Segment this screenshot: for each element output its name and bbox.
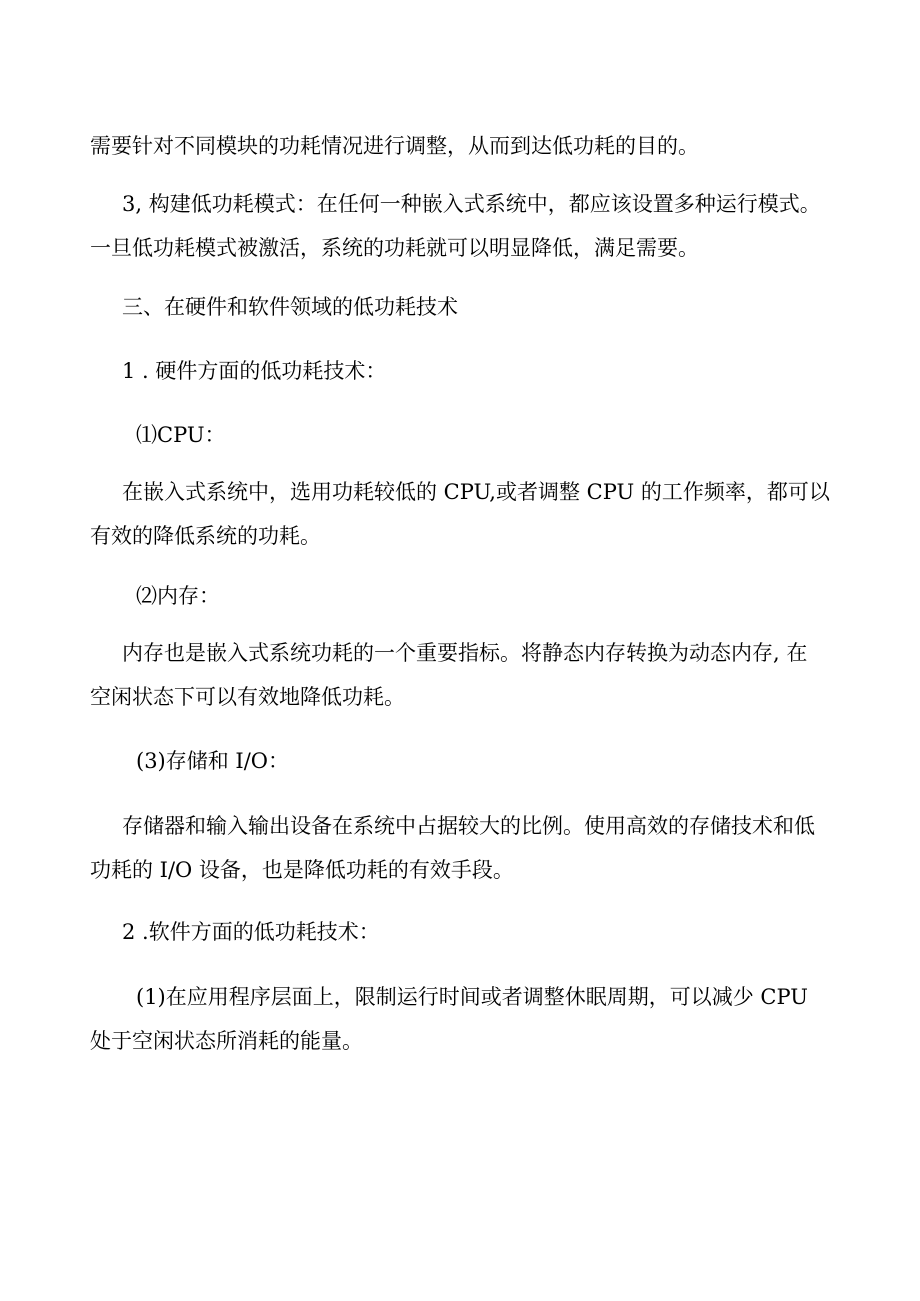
cpu-paragraph-line-2: 有效的降低系统的功耗。 [90,524,321,548]
memory-paragraph-line-2: 空闲状态下可以有效地降低功耗。 [90,685,405,709]
subsection-heading-software: 2 .软件方面的低功耗技术： [122,920,380,944]
item-heading-memory: ⑵内存： [136,584,220,608]
storage-paragraph-line-1: 存储器和输入输出设备在系统中占据较大的比例。使用高效的存储技术和低 [122,814,815,838]
memory-paragraph-line-1: 内存也是嵌入式系统功耗的一个重要指标。将静态内存转换为动态内存, 在 [122,641,808,665]
software-paragraph-line-2: 处于空闲状态所消耗的能量。 [90,1029,363,1053]
paragraph-2-line-1: 3, 构建低功耗模式：在任何一种嵌入式系统中，都应该设置多种运行模式。 [122,192,821,216]
cpu-paragraph-line-1: 在嵌入式系统中，选用功耗较低的 CPU,或者调整 CPU 的工作频率，都可以 [122,480,830,504]
storage-paragraph-line-2: 功耗的 I/O 设备，也是降低功耗的有效手段。 [90,858,514,882]
section-heading: 三、在硬件和软件领域的低功耗技术 [122,295,458,319]
paragraph-1-line-1: 需要针对不同模块的功耗情况进行调整，从而到达低功耗的目的。 [90,134,699,158]
subsection-heading-hardware: 1 . 硬件方面的低功耗技术： [122,359,387,383]
paragraph-2-line-2: 一旦低功耗模式被激活，系统的功耗就可以明显降低，满足需要。 [90,236,699,260]
item-heading-cpu: ⑴CPU： [136,423,226,447]
software-paragraph-line-1: (1)在应用程序层面上，限制运行时间或者调整休眠周期，可以减少 CPU [136,985,808,1009]
item-heading-storage-io: (3)存储和 I/O： [136,749,290,773]
